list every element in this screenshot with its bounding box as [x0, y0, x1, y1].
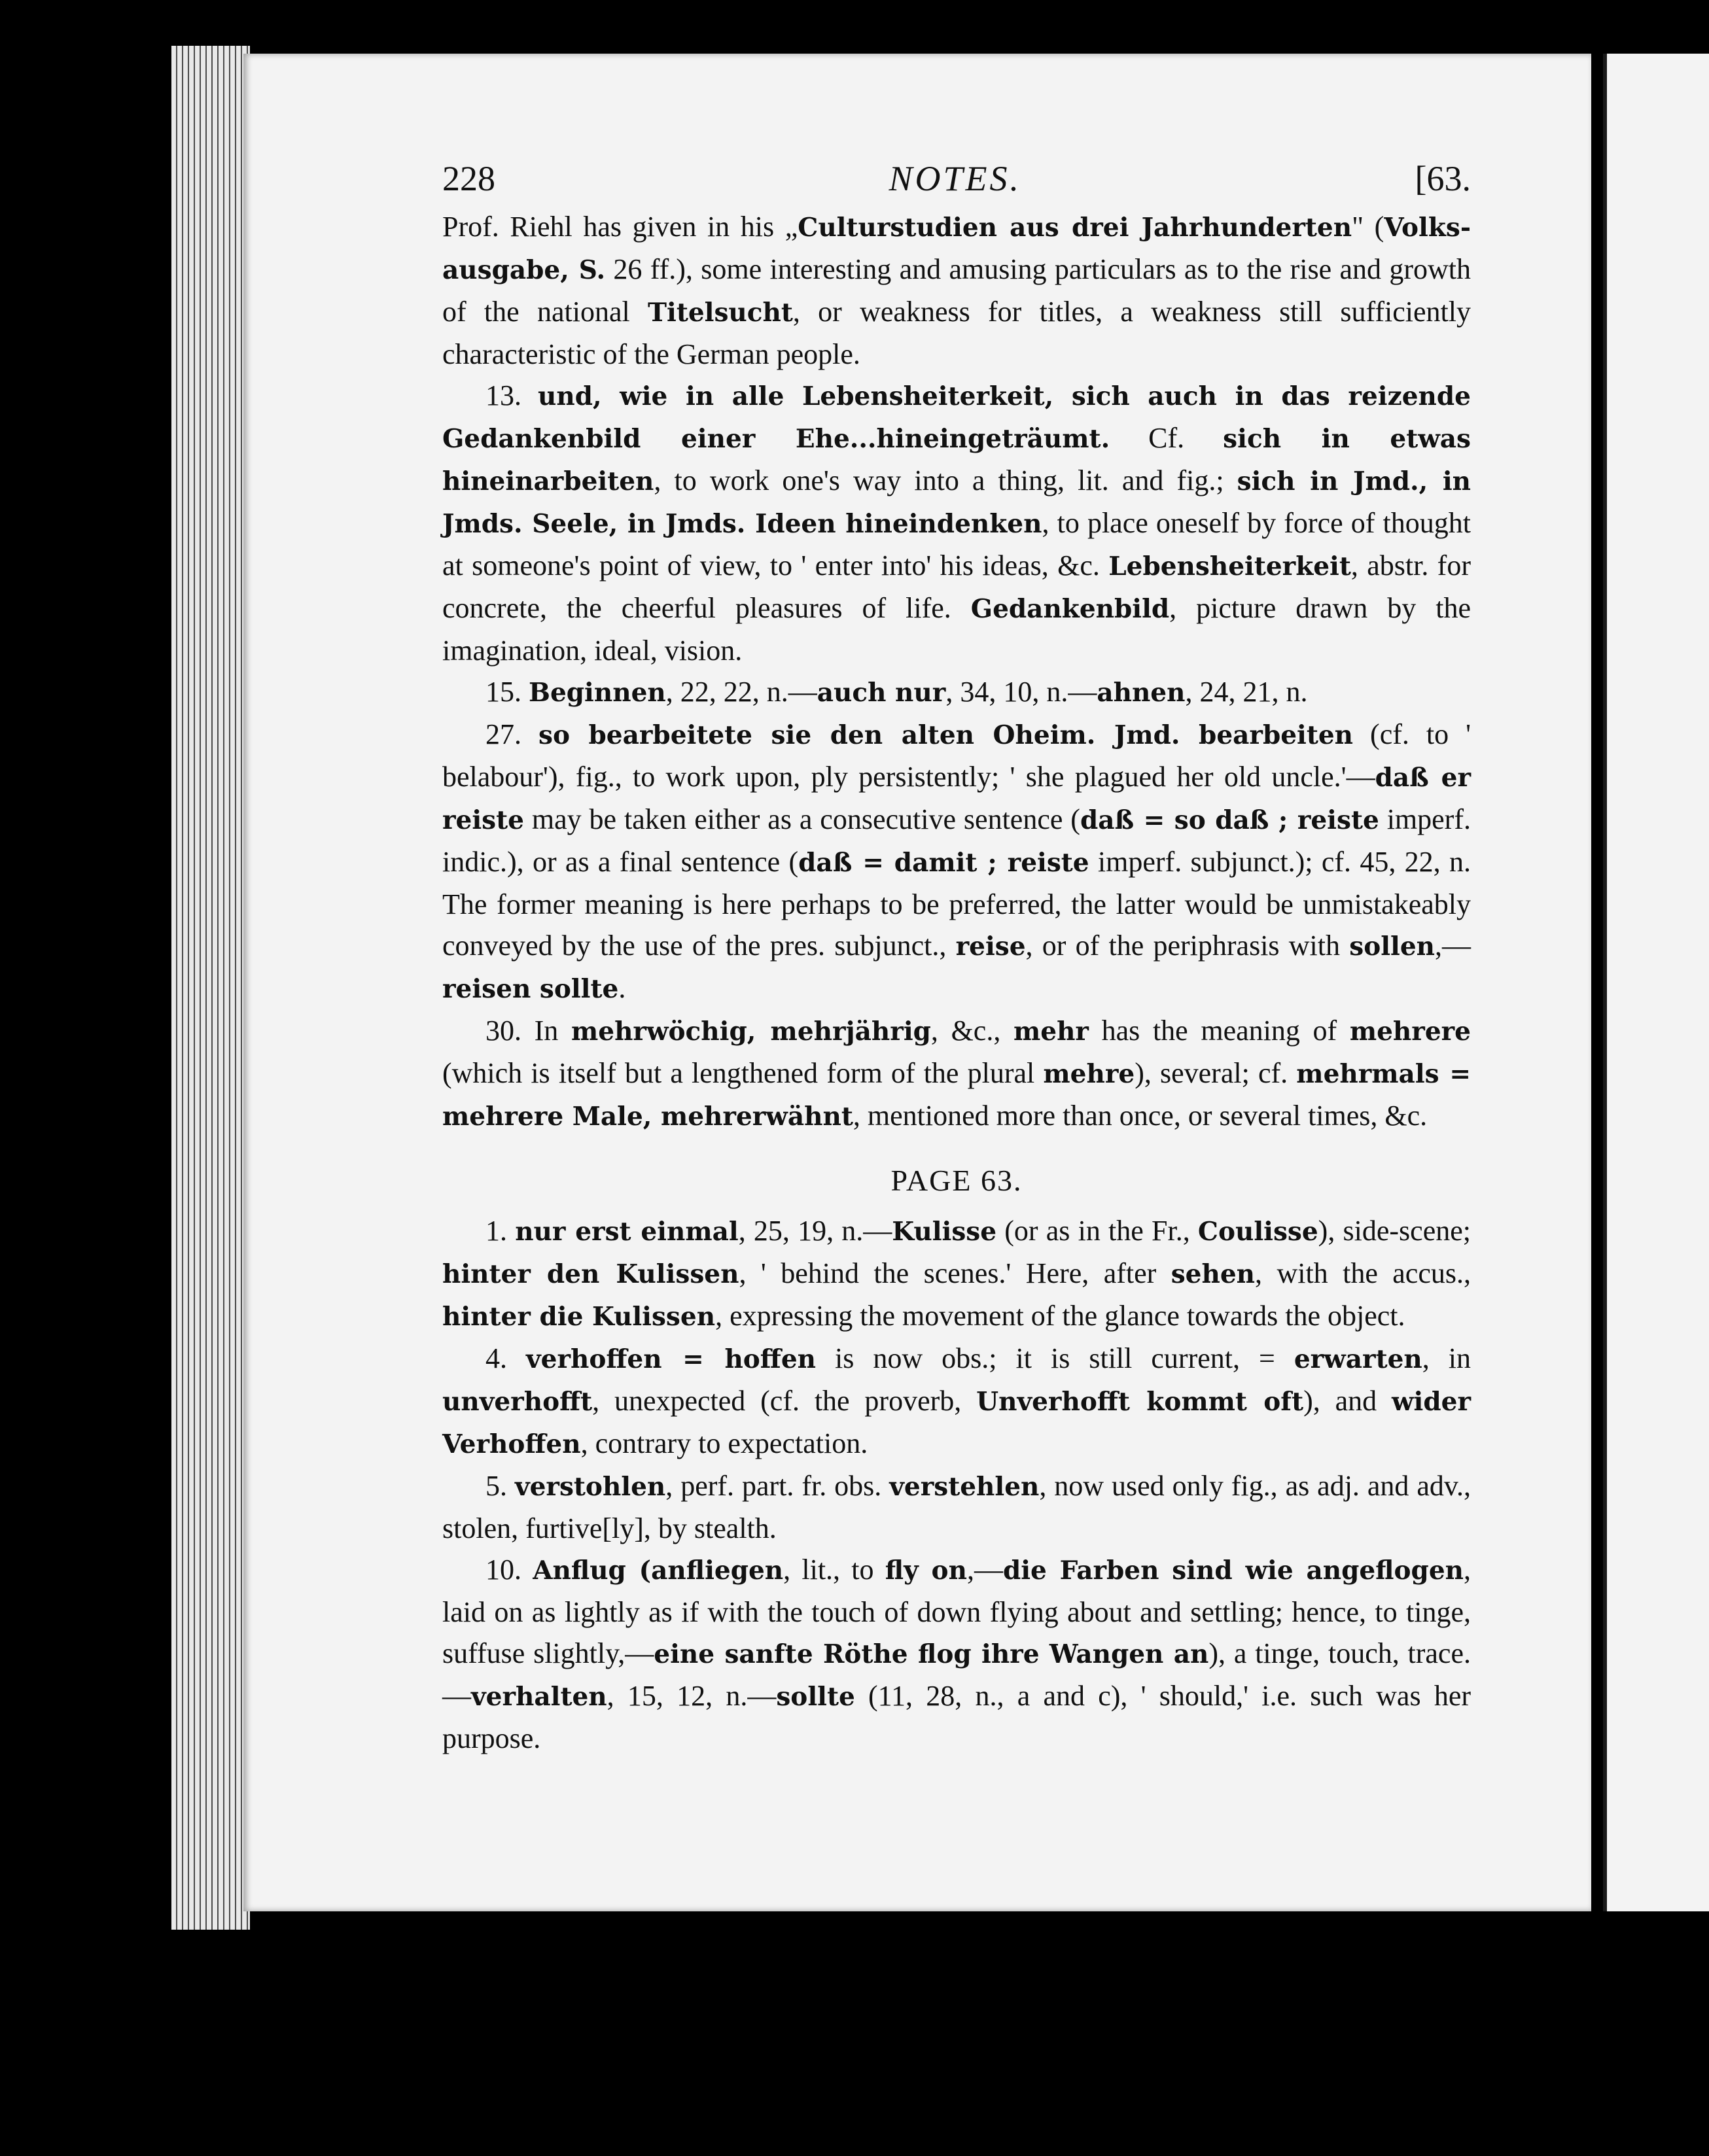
german-term: mehrere	[1349, 1017, 1471, 1047]
note-text: , ' behind the scenes.' Here, after	[739, 1257, 1171, 1289]
note-text: , mentioned more than once, or several times, &c.	[853, 1100, 1428, 1132]
note-text: imperf. indic.), or as a final sentence (	[442, 803, 1471, 878]
german-term: verhalten	[471, 1682, 607, 1712]
note-text: ,—	[1435, 930, 1471, 962]
german-term: sehen	[1171, 1259, 1256, 1289]
running-header	[442, 158, 1471, 200]
note-text: , 24, 21, n.	[1185, 676, 1308, 708]
german-term: nur erst einmal	[515, 1217, 739, 1247]
note-text: 26 ff.), some interesting and amusing particulars as to the rise and growth of the national	[442, 253, 1471, 328]
note-text: , now used only fig., as adj. and adv., stolen, furtive[ly], by stealth.	[442, 1470, 1471, 1544]
german-term: Anflug (anfliegen	[533, 1556, 784, 1586]
note-paragraph	[442, 375, 1471, 671]
german-term: mehre	[1043, 1059, 1135, 1089]
note-text: has the meaning of	[1088, 1015, 1350, 1047]
german-term: unverhofft	[442, 1387, 593, 1417]
german-term: erwarten	[1294, 1344, 1422, 1374]
note-text: " (	[1352, 211, 1384, 243]
note-text: (or as in the Fr.,	[996, 1215, 1198, 1247]
german-term: reisen sollte	[442, 974, 619, 1004]
german-term: daß = damit ; reiste	[798, 848, 1089, 878]
notes-group-page-63	[442, 1210, 1471, 1759]
note-text: imperf. subjunct.); cf. 45, 22, n. The former meaning is here perhaps to be preferred, the latter would be unmistakeably conveyed by the use of the pres. subjunct.,	[442, 846, 1471, 962]
german-term: mehrwöchig, mehrjährig	[571, 1017, 931, 1047]
note-text: (which is itself but a lengthened form of the plural	[442, 1057, 1044, 1089]
note-text: , picture drawn by the imagination, ideal, vision.	[442, 592, 1471, 667]
note-text: , &c.,	[930, 1015, 1013, 1047]
facing-page-edge	[1603, 54, 1709, 1911]
note-text: , perf. part. fr. obs.	[665, 1470, 890, 1502]
german-term: sollte	[776, 1682, 855, 1712]
note-text: , 34, 10, n.—	[945, 676, 1097, 708]
german-term: sich in Jmd., in Jmds. Seele, in Jmds. Ideen hineindenken	[442, 466, 1471, 539]
note-text: .	[618, 972, 626, 1004]
german-term: reise	[955, 931, 1026, 962]
note-paragraph	[442, 671, 1471, 714]
german-term: mehrmals = mehrere Male, mehrerwähnt	[442, 1059, 1471, 1132]
note-text: , 22, 22, n.—	[665, 676, 817, 708]
note-text: ), side-scene;	[1318, 1215, 1471, 1247]
note-text: , in	[1422, 1342, 1471, 1374]
note-paragraph	[442, 1010, 1471, 1138]
book-page-edges	[171, 46, 250, 1930]
german-term: mehr	[1013, 1017, 1089, 1047]
running-title: NOTES.	[889, 159, 1022, 198]
note-text: , or of the periphrasis with	[1025, 930, 1350, 962]
note-text: ), a tinge, touch, trace.—	[442, 1637, 1471, 1712]
german-term: fly on	[885, 1556, 967, 1586]
note-text: , 25, 19, n.—	[738, 1215, 892, 1247]
german-term: Lebensheiterkeit	[1108, 551, 1351, 582]
section-reference: [63.	[1415, 159, 1471, 198]
note-text: , expressing the movement of the glance towards the object.	[715, 1300, 1405, 1332]
note-text: , contrary to expectation.	[580, 1427, 868, 1459]
note-text: Prof. Riehl has given in his „	[442, 211, 798, 243]
german-term: hinter den Kulissen	[442, 1259, 739, 1289]
german-term: Volks-ausgabe, S.	[442, 213, 1471, 285]
german-term: auch nur	[817, 678, 946, 708]
note-text: , unexpected (cf. the proverb,	[592, 1385, 977, 1417]
german-term: ahnen	[1097, 678, 1186, 708]
page-number: 228	[442, 159, 495, 198]
text-block	[442, 158, 1471, 1759]
note-text: (11, 28, n., a and c), ' should,' i.e. such was her purpose.	[442, 1680, 1471, 1754]
note-text: may be taken either as a consecutive sentence (	[523, 803, 1080, 835]
german-term: Culturstudien aus drei Jahrhunderten	[798, 213, 1352, 243]
note-text: 10.	[485, 1554, 533, 1586]
note-text: , with the accus.,	[1255, 1257, 1471, 1289]
section-heading: PAGE 63.	[890, 1164, 1023, 1197]
note-text: , abstr. for concrete, the cheerful pleasures of life.	[442, 549, 1471, 624]
german-term: daß er reiste	[442, 763, 1471, 835]
note-text: (cf. to ' belabour'), fig., to work upon, ply persistently; ' she plagued her old uncle.'—	[442, 718, 1471, 793]
german-term: sollen	[1349, 931, 1436, 962]
note-text: 5.	[485, 1470, 515, 1502]
german-term: Coulisse	[1197, 1217, 1318, 1247]
note-text: , 15, 12, n.—	[607, 1680, 777, 1712]
german-term: hinter die Kulissen	[442, 1302, 716, 1332]
german-term: daß = so daß ; reiste	[1080, 805, 1379, 835]
note-paragraph	[442, 1465, 1471, 1549]
german-term: verstehlen	[889, 1472, 1040, 1502]
note-text: , laid on as lightly as if with the touch of down flying about and settling; hence, to tinge, suffuse slightly,—	[442, 1554, 1471, 1669]
note-text: , or weakness for titles, a weakness still sufficiently characteristic of the German people.	[442, 296, 1471, 370]
note-paragraph	[442, 1549, 1471, 1759]
note-text: , lit., to	[783, 1554, 885, 1586]
book-page	[243, 54, 1591, 1911]
note-paragraph	[442, 714, 1471, 1010]
note-text: , to work one's way into a thing, lit. and fig.;	[654, 464, 1237, 496]
note-paragraph	[442, 1210, 1471, 1338]
note-text: ), several; cf.	[1135, 1057, 1297, 1089]
german-term: verhoffen = hoffen	[526, 1344, 816, 1374]
note-text: 1.	[485, 1215, 516, 1247]
note-paragraph	[442, 1338, 1471, 1465]
german-term: und, wie in alle Lebensheiterkeit, sich auch in das reizende Gedankenbild einer Ehe...hineingeträumt.	[442, 381, 1471, 454]
german-term: Titelsucht	[647, 298, 793, 328]
german-term: Beginnen	[529, 678, 666, 708]
german-term: verstohlen	[514, 1472, 666, 1502]
note-text: 4.	[485, 1342, 527, 1374]
german-term: eine sanfte Röthe flog ihre Wangen an	[654, 1639, 1209, 1669]
german-term: die Farben sind wie angeflogen	[1002, 1556, 1464, 1586]
note-text: ), and	[1303, 1385, 1392, 1417]
notes-group-page-62	[442, 206, 1471, 1138]
note-text: 13.	[485, 379, 538, 411]
note-text: Cf.	[1110, 422, 1224, 454]
note-text: 27.	[485, 718, 538, 750]
german-term: Kulisse	[892, 1217, 997, 1247]
note-paragraph	[442, 206, 1471, 375]
note-text: , to place oneself by force of thought at someone's point of view, to ' enter into' his ideas, &c.	[442, 507, 1471, 582]
note-text: 15.	[485, 676, 529, 708]
note-text: 30. In	[485, 1015, 571, 1047]
note-text: is now obs.; it is still current, =	[816, 1342, 1294, 1374]
german-term: sich in etwas hineinarbeiten	[442, 424, 1471, 496]
german-term: so bearbeitete sie den alten Oheim. Jmd. bearbeiten	[538, 720, 1354, 750]
german-term: wider Verhoffen	[442, 1387, 1471, 1459]
german-term: Unverhofft kommt oft	[976, 1387, 1304, 1417]
german-term: Gedankenbild	[970, 594, 1170, 624]
note-text: ,—	[966, 1554, 1003, 1586]
